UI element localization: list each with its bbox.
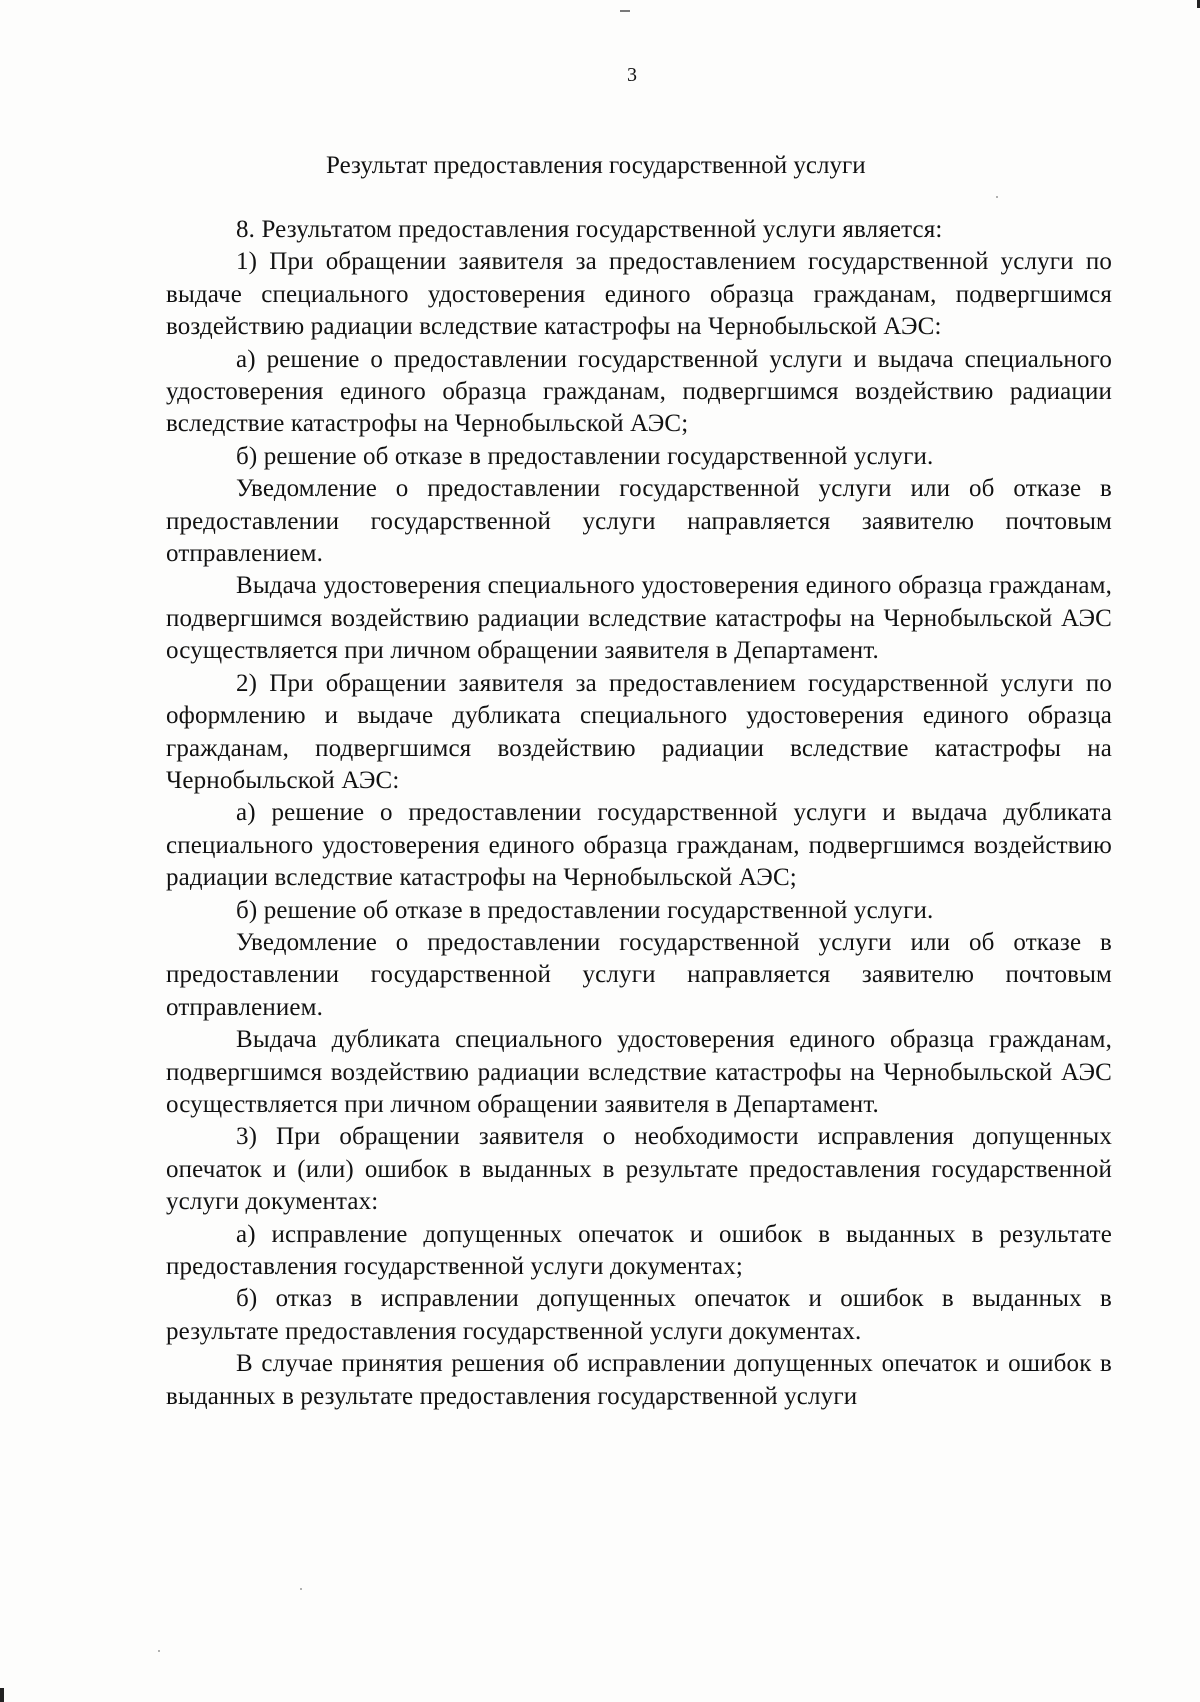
paragraph-8-intro: 8. Результатом предоставления государственной услуги является: (236, 216, 943, 243)
scan-artifact-bottom-left (0, 1688, 4, 1702)
paragraph-item-3: 3) При обращении заявителя о необходимости исправления допущенных опечаток и (или) ошибок в выданных в результате предоставления государственной услуги документах: (166, 1123, 1112, 1216)
paragraph-issuance-1: Выдача удостоверения специального удостоверения единого образца гражданам, подвергшимся воздействию радиации вследствие катастрофы на Чернобыльской АЭС осуществляется при личном обращении заявителя в Департамент. (166, 572, 1112, 665)
paragraph-item-1a: а) решение о предоставлении государственной услуги и выдача специального удостоверения единого образца гражданам, подвергшимся воздействию радиации вследствие катастрофы на Чернобыльской АЭС; (166, 345, 1112, 438)
paragraph-item-2: 2) При обращении заявителя за предоставлением государственной услуги по оформлению и выдаче дубликата специального удостоверения единого образца гражданам, подвергшимся воздействию радиации вследствие катастрофы на Чернобыльской АЭС: (166, 669, 1112, 794)
page-number: 3 (627, 64, 637, 86)
scan-artifact-top (620, 10, 630, 12)
paragraph-item-1b: б) решение об отказе в предоставлении государственной услуги. (236, 442, 934, 470)
scan-speck (300, 1588, 302, 1590)
paragraph-item-2a: а) решение о предоставлении государственной услуги и выдача дубликата специального удостоверения единого образца гражданам, подвергшимся воздействию радиации вследствие катастрофы на Чернобыльской АЭС; (166, 799, 1112, 892)
paragraph-item-1: 1) При обращении заявителя за предоставлением государственной услуги по выдаче специального удостоверения единого образца гражданам, подвергшимся воздействию радиации вследствие катастрофы на Чернобыльской АЭС: (166, 248, 1112, 341)
document-body (166, 214, 1112, 1413)
scan-speck (158, 1650, 160, 1652)
paragraph-issuance-2: Выдача дубликата специального удостоверения единого образца гражданам, подвергшимся воздействию радиации вследствие катастрофы на Чернобыльской АЭС осуществляется при личном обращении заявителя в Департамент. (166, 1026, 1112, 1118)
scan-speck (996, 196, 998, 198)
paragraph-item-3b: б) отказ в исправлении допущенных опечаток и ошибок в выданных в результате предоставления государственной услуги документах. (166, 1285, 1112, 1345)
paragraph-item-3a: а) исправление допущенных опечаток и ошибок в выданных в результате предоставления государственной услуги документах; (166, 1220, 1112, 1280)
paragraph-corrections: В случае принятия решения об исправлении допущенных опечаток и ошибок в выданных в результате предоставления государственной услуги (166, 1350, 1112, 1410)
paragraph-notification-1: Уведомление о предоставлении государственной услуги или об отказе в предоставлении государственной услуги направляется заявителю почтовым отправлением. (166, 475, 1112, 568)
section-title: Результат предоставления государственной услуги (326, 152, 866, 179)
paragraph-item-2b: б) решение об отказе в предоставлении государственной услуги. (236, 896, 934, 924)
paragraph-notification-2: Уведомление о предоставлении государственной услуги или об отказе в предоставлении государственной услуги направляется заявителю почтовым отправлением. (166, 928, 1112, 1021)
